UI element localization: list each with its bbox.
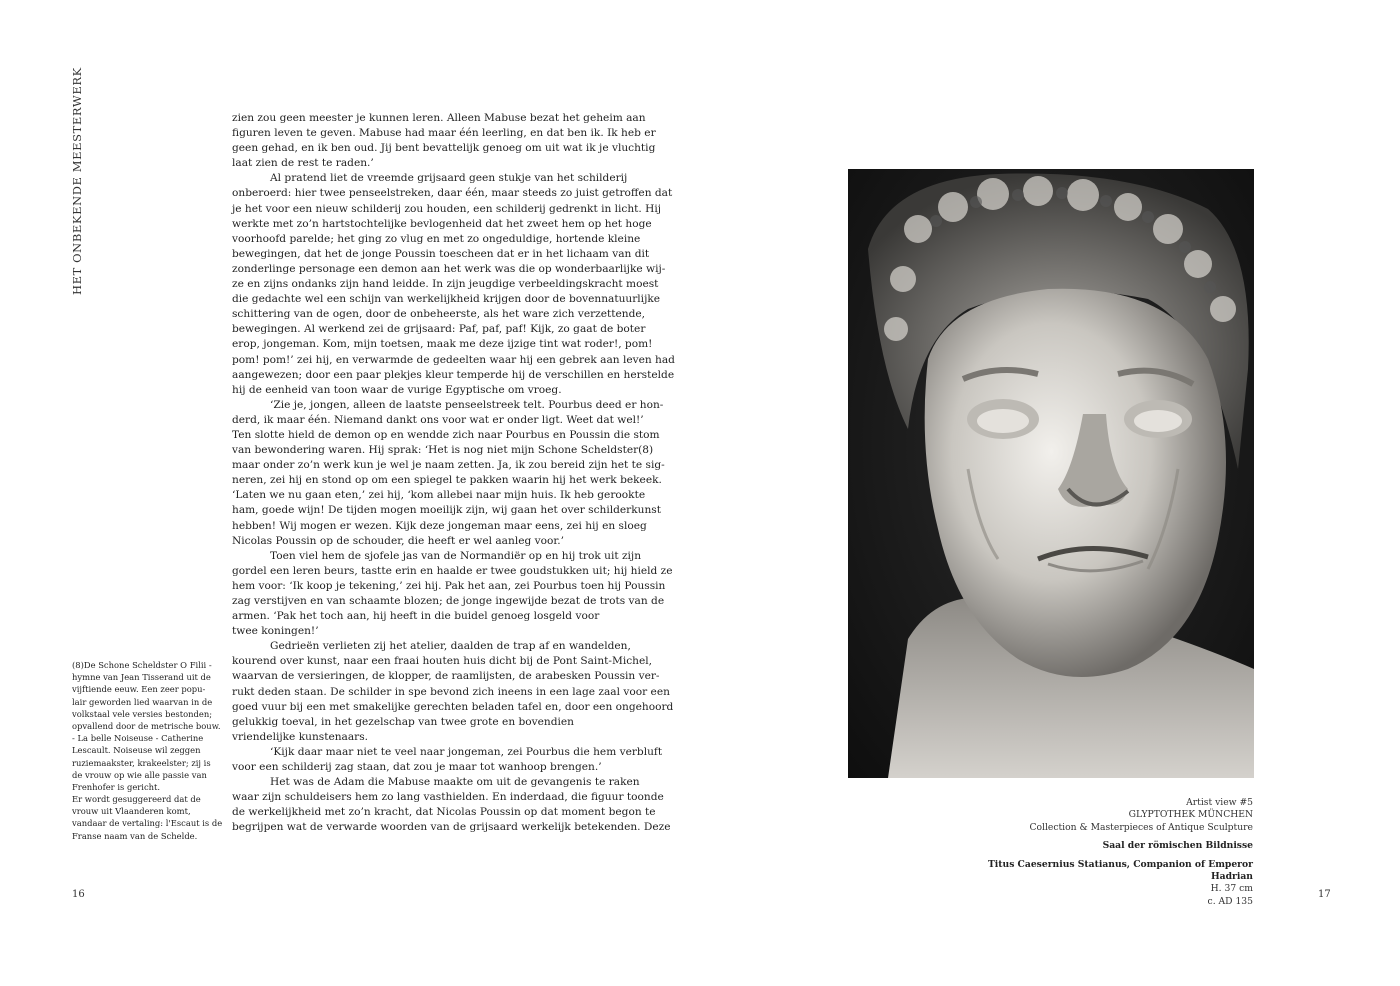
footnote-line: Er wordt gesuggereerd dat de bbox=[72, 794, 201, 805]
footnote-line: opvallend door de metrische bouw. bbox=[72, 720, 221, 731]
body-line: van bewondering waren. Hij sprak: ‘Het is nog niet mijn Schone Scheldster(8) bbox=[232, 444, 654, 457]
body-line: schittering van de ogen, door de onbeheerste, als het ware zich verzettende, bbox=[232, 308, 646, 321]
body-line: Toen viel hem de sjofele jas van de Normandiër op en hij trok uit zijn bbox=[270, 549, 642, 562]
body-line: neren, zei hij en stond op om een spiegel te pakken waarin hij het werk bekeek. bbox=[232, 474, 662, 487]
footnote-line: (8)De Schone Scheldster O Filii - bbox=[72, 660, 212, 670]
page-number-left: 16 bbox=[72, 889, 85, 900]
marble-bust-photo bbox=[848, 169, 1254, 778]
caption-height: H. 37 cm bbox=[1210, 883, 1253, 895]
body-line: vriendelijke kunstenaars. bbox=[232, 730, 369, 743]
body-text-column bbox=[232, 111, 675, 836]
footnote bbox=[72, 659, 223, 842]
body-line: bewegingen, dat het de jonge Poussin toescheen dat er in het lichaam van dit bbox=[232, 247, 650, 260]
body-line: laat zien de rest te raden.’ bbox=[232, 157, 374, 170]
footnote-line: hymne van Jean Tisserand uit de bbox=[72, 672, 211, 683]
body-line: Ten slotte hield de demon op en wendde zich naar Pourbus en Poussin die stom bbox=[232, 428, 660, 441]
body-line: de werkelijkheid met zo’n kracht, dat Nicolas Poussin op dat moment begon te bbox=[232, 806, 656, 819]
caption-title: Titus Caesernius Statianus, Companion of Emperor Hadrian bbox=[987, 858, 1253, 883]
body-line: zonderlinge personage een demon aan het werk was die op wonderbaarlijke wij- bbox=[232, 262, 666, 275]
footnote-line: de vrouw op wie alle passie van bbox=[72, 769, 207, 780]
body-line: onberoerd: hier twee penseelstreken, daar één, maar steeds zo juist getroffen dat bbox=[232, 187, 673, 200]
footnote-line: volkstaal vele versies bestonden; bbox=[72, 708, 213, 719]
caption-museum: GLYPTOTHEK MÜNCHEN bbox=[1128, 809, 1253, 821]
body-line: pom! pom!’ zei hij, en verwarmde de gedeelten waar hij een gebrek aan leven had bbox=[232, 353, 675, 366]
body-line: je het voor een nieuw schilderij zou houden, een schilderij gedrenkt in licht. Hij bbox=[232, 202, 662, 215]
page-number-right: 17 bbox=[1318, 889, 1331, 900]
footnote-line: vrouw uit Vlaanderen komt, bbox=[72, 806, 191, 817]
body-line: figuren leven te geven. Mabuse had maar één leerling, en dat ben ik. Ik heb er bbox=[232, 127, 656, 140]
body-line: kourend over kunst, naar een fraai houten huis dicht bij de Pont Saint-Michel, bbox=[232, 655, 652, 668]
running-title-text: HET ONBEKENDE MEESTERWERK bbox=[70, 67, 84, 295]
footnote-line: vijftiende eeuw. Een zeer popu- bbox=[72, 684, 206, 695]
photo-caption bbox=[953, 797, 1253, 908]
body-line: waar zijn schuldeisers hem zo lang vasthielden. En inderdaad, die figuur toonde bbox=[232, 791, 664, 804]
body-line: zag verstijven en van schaamte blozen; de jonge ingewijde bezat de trots van de bbox=[232, 595, 665, 607]
footnote-line: Frenhofer is gericht. bbox=[72, 781, 161, 792]
body-line: hebben! Wij mogen er wezen. Kijk deze jongeman maar eens, zei hij en sloeg bbox=[232, 519, 647, 532]
body-line: voorhoofd parelde; het ging zo vlug en met zo ongeduldige, hortende kleine bbox=[232, 232, 641, 245]
body-line: ham, goede wijn! De tijden mogen moeilijk zijn, wij gaan het over schilderkunst bbox=[232, 504, 661, 517]
footnote-line: lair geworden lied waarvan in de bbox=[72, 696, 213, 707]
footnote-line: Franse naam van de Schelde. bbox=[72, 830, 198, 841]
body-line: Nicolas Poussin op de schouder, die heeft er wel aanleg voor.’ bbox=[232, 534, 564, 547]
body-line: hem voor: ‘Ik koop je tekening,’ zei hij. Pak het aan, zei Pourbus toen hij Poussin bbox=[232, 579, 666, 592]
caption-date: c. AD 135 bbox=[1207, 895, 1253, 907]
body-line: die gedachte wel een schijn van werkelijkheid krijgen door de bovennatuurlijke bbox=[232, 293, 661, 306]
body-line: zien zou geen meester je kunnen leren. Alleen Mabuse bezat het geheim aan bbox=[232, 112, 646, 124]
caption-collection: Collection & Masterpieces of Antique Sculpture bbox=[1029, 821, 1253, 833]
bust-image bbox=[848, 169, 1254, 778]
footnote-line: Lescault. Noiseuse wil zeggen bbox=[72, 745, 201, 756]
body-line: ‘Laten we nu gaan eten,’ zei hij, ‘kom allebei naar mijn huis. Ik heb gerookte bbox=[232, 489, 646, 502]
caption-room: Saal der römischen Bildnisse bbox=[1102, 840, 1253, 852]
body-line: Het was de Adam die Mabuse maakte om uit de gevangenis te raken bbox=[270, 776, 640, 789]
body-line: bewegingen. Al werkend zei de grijsaard: Paf, paf, paf! Kijk, zo gaat de boter bbox=[232, 323, 646, 336]
body-line: armen. ‘Pak het toch aan, hij heeft in die buidel genoeg losgeld voor bbox=[232, 610, 600, 623]
body-line: begrijpen wat de verwarde woorden van de grijsaard werkelijk betekenden. Deze bbox=[232, 821, 671, 834]
body-line: voor een schilderij zag staan, dat zou je maar tot wanhoop brengen.’ bbox=[232, 761, 602, 774]
body-line: ze en zijns ondanks zijn hand leidde. In zijn jeugdige verbeeldingskracht moest bbox=[232, 278, 659, 291]
body-line: erop, jongeman. Kom, mijn toetsen, maak me deze ijzige tint wat roder!, pom! bbox=[232, 338, 653, 351]
body-line: aangewezen; door een paar plekjes kleur temperde hij de verschillen en herstelde bbox=[232, 368, 675, 381]
footnote-line: ruziemaakster, krakeelster; zij is bbox=[72, 757, 211, 768]
body-line: Al pratend liet de vreemde grijsaard geen stukje van het schilderij bbox=[270, 172, 628, 185]
body-line: ‘Zie je, jongen, alleen de laatste penseelstreek telt. Pourbus deed er hon- bbox=[270, 398, 664, 411]
body-line: derd, ik maar één. Niemand dankt ons voor wat er onder ligt. Weet dat wel!’ bbox=[232, 413, 644, 426]
body-line: waarvan de versieringen, de klopper, de raamlijsten, de arabesken Poussin ver- bbox=[232, 670, 660, 683]
body-line: hij de eenheid van toon waar de vurige Egyptische om vroeg. bbox=[232, 383, 562, 396]
body-line: rukt deden staan. De schilder in spe bevond zich ineens in een lage zaal voor een bbox=[232, 685, 670, 698]
body-line: goed vuur bij een met smakelijke gerechten beladen tafel en, door een ongehoord bbox=[232, 700, 674, 713]
footnote-line: - La belle Noiseuse - Catherine bbox=[72, 733, 204, 744]
footnote-line: vandaar de vertaling: l'Escaut is de bbox=[72, 818, 223, 829]
body-line: gelukkig toeval, in het gezelschap van twee grote en bovendien bbox=[232, 715, 575, 728]
body-line: ‘Kijk daar maar niet te veel naar jongeman, zei Pourbus die hem verbluft bbox=[270, 745, 663, 758]
body-line: Gedrieën verlieten zij het atelier, daalden de trap af en wandelden, bbox=[270, 640, 631, 653]
body-line: geen gehad, en ik ben oud. Jij bent bevattelijk genoeg om uit wat ik je vluchtig bbox=[232, 142, 656, 155]
body-line: twee koningen!’ bbox=[232, 625, 319, 638]
body-line: werkte met zo’n hartstochtelijke bevlogenheid dat het zweet hem op het hoge bbox=[232, 217, 652, 230]
body-line: maar onder zo’n werk kun je wel je naam zetten. Ja, ik zou bereid zijn het te sig- bbox=[232, 459, 665, 472]
caption-series: Artist view #5 bbox=[1186, 797, 1253, 808]
body-line: gordel een leren beurs, tastte erin en haalde er twee goudstukken uit; hij hield ze bbox=[232, 564, 673, 577]
running-title bbox=[58, 67, 98, 300]
